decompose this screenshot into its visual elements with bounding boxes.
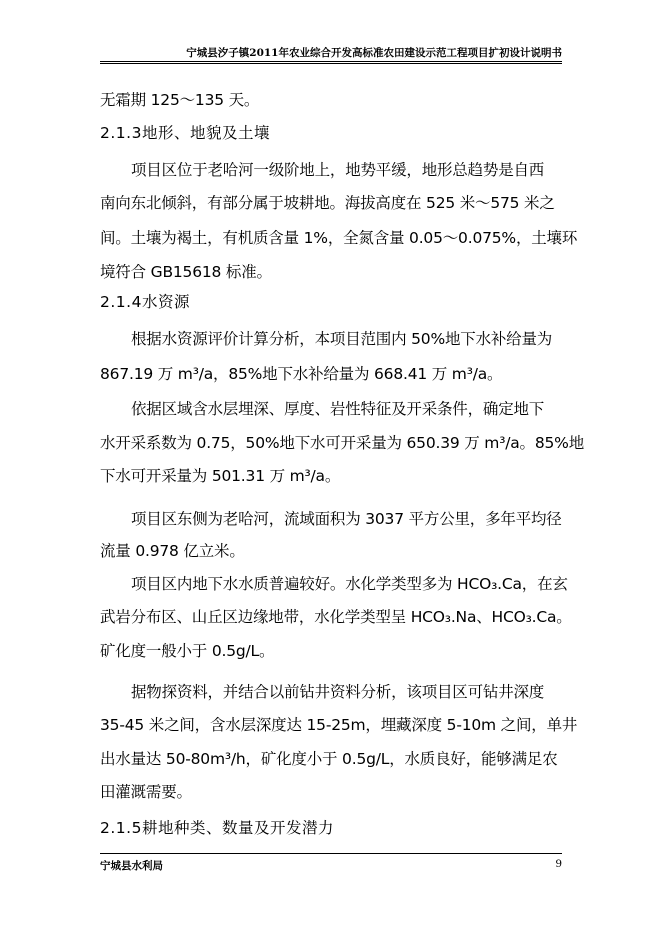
paragraph-line: 武岩分布区、山丘区边缘地带，水化学类型呈 HCO₃.Na、HCO₃.Ca。 <box>100 608 572 626</box>
section-heading-2-1-5: 2.1.5耕地种类、数量及开发潜力 <box>100 819 334 837</box>
paragraph-line: 据物探资料，并结合以前钻井资料分析，该项目区可钻井深度 <box>131 683 545 701</box>
paragraph-line: 依据区域含水层埋深、厚度、岩性特征及开采条件，确定地下 <box>131 400 545 418</box>
paragraph-line: 境符合 GB15618 标准。 <box>100 263 272 281</box>
header-rule-double <box>100 63 562 64</box>
paragraph-line: 867.19 万 m³/a，85%地下水补给量为 668.41 万 m³/a。 <box>100 365 503 383</box>
paragraph-line: 田灌溉需要。 <box>100 783 192 801</box>
footer-org: 宁城县水利局 <box>100 860 163 872</box>
paragraph-line: 南向东北倾斜，有部分属于坡耕地。海拔高度在 525 米～575 米之 <box>100 194 555 212</box>
text-line: 无霜期 125～135 天。 <box>100 91 260 109</box>
footer-rule <box>100 853 562 854</box>
paragraph-line: 矿化度一般小于 0.5g/L。 <box>100 642 275 660</box>
paragraph-line: 项目区内地下水水质普遍较好。水化学类型多为 HCO₃.Ca，在玄 <box>131 575 568 593</box>
paragraph-line: 流量 0.978 亿立米。 <box>100 542 245 560</box>
paragraph-line: 根据水资源评价计算分析，本项目范围内 50%地下水补给量为 <box>131 330 553 348</box>
paragraph-line: 下水可开采量为 501.31 万 m³/a。 <box>100 467 341 485</box>
paragraph-line: 项目区位于老哈河一级阶地上，地势平缓，地形总趋势是自西 <box>131 161 545 179</box>
paragraph-line: 出水量达 50-80m³/h，矿化度小于 0.5g/L，水质良好，能够满足农 <box>100 750 558 768</box>
header-title: 宁城县汐子镇2011年农业综合开发高标准农田建设示范工程项目扩初设计说明书 <box>186 47 562 59</box>
section-heading-2-1-4: 2.1.4水资源 <box>100 293 190 311</box>
section-heading-2-1-3: 2.1.3地形、地貌及土壤 <box>100 124 270 142</box>
header-rule <box>100 61 562 62</box>
paragraph-line: 间。土壤为褐土，有机质含量 1%，全氮含量 0.05～0.075%，土壤环 <box>100 229 578 247</box>
paragraph-line: 35-45 米之间，含水层深度达 15-25m，埋藏深度 5-10m 之间，单井 <box>100 716 578 734</box>
paragraph-line: 项目区东侧为老哈河，流域面积为 3037 平方公里，多年平均径 <box>131 510 562 528</box>
page-number: 9 <box>555 858 562 870</box>
paragraph-line: 水开采系数为 0.75，50%地下水可开采量为 650.39 万 m³/a。85%地 <box>100 434 584 452</box>
